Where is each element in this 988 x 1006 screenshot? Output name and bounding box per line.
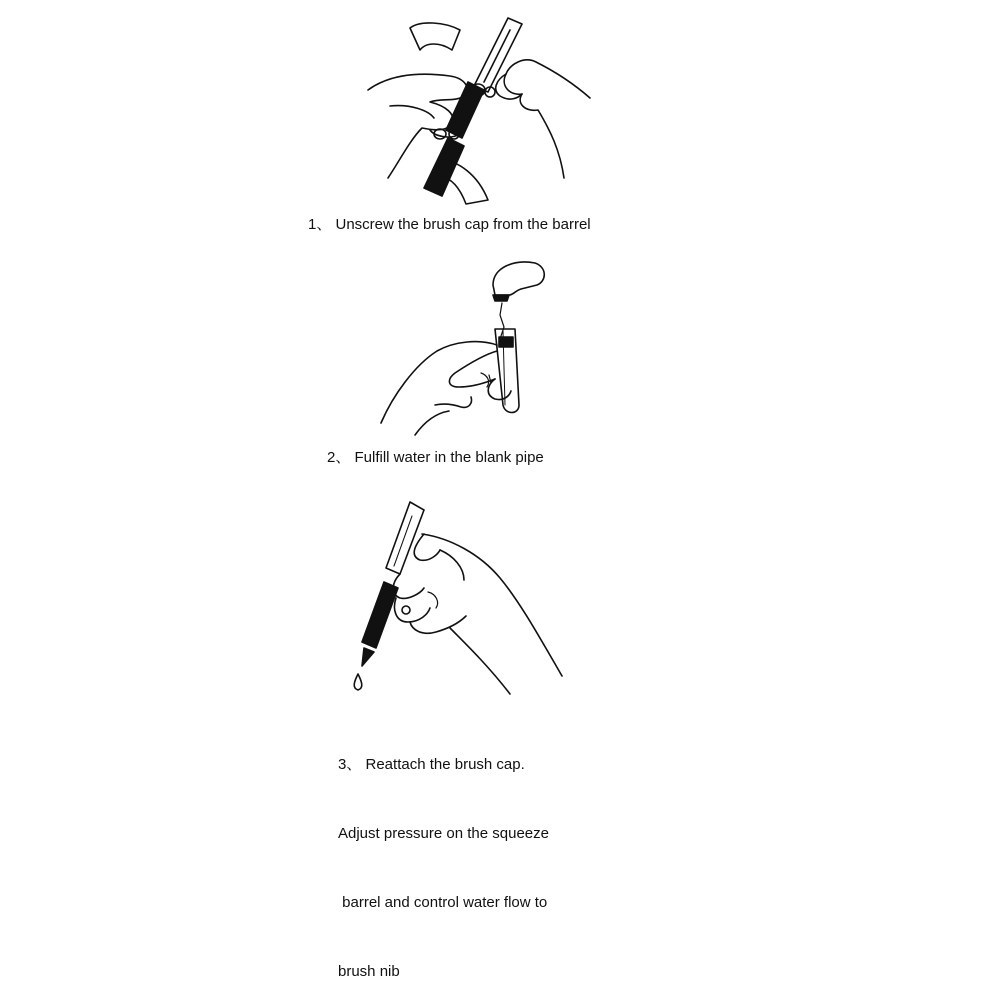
step3-caption-line: Adjust pressure on the squeeze xyxy=(338,825,549,842)
step3-illustration xyxy=(340,498,570,703)
step2-illustration xyxy=(375,255,550,440)
step1-illustration xyxy=(360,10,600,210)
squeeze-barrel-drop-icon xyxy=(340,498,570,703)
faucet-fill-water-icon xyxy=(375,255,550,440)
step3-caption-line: barrel and control water flow to xyxy=(338,894,548,911)
unscrew-cap-hands-icon xyxy=(360,10,600,210)
step3-caption-line: 3、 Reattach the brush cap. xyxy=(338,756,525,773)
step3-caption-line: brush nib xyxy=(338,963,400,980)
step3-caption xyxy=(338,707,549,1006)
step1-caption: 1、 Unscrew the brush cap from the barrel xyxy=(308,216,591,233)
step2-caption: 2、 Fulfill water in the blank pipe xyxy=(327,449,544,466)
